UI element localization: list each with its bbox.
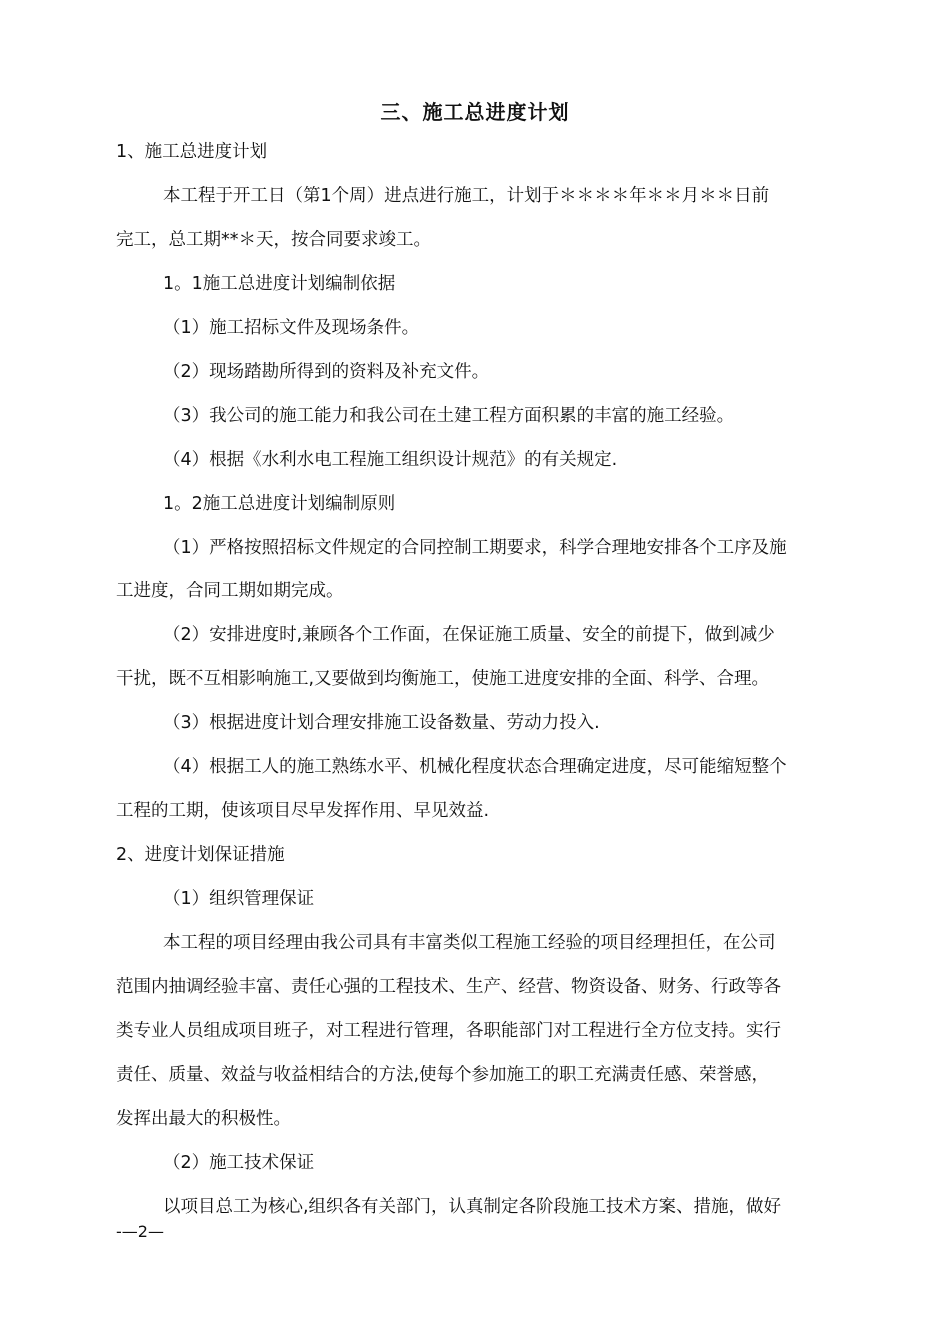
paragraph-line: 以项目总工为核心,组织各有关部门，认真制定各阶段施工技术方案、措施，做好 — [163, 1197, 782, 1217]
paragraph-line: 类专业人员组成项目班子，对工程进行管理，各职能部门对工程进行全方位支持。实行 — [116, 1021, 781, 1041]
list-item: （1）施工招标文件及现场条件。 — [163, 318, 420, 338]
list-item: （4）根据工人的施工熟练水平、机械化程度状态合理确定进度，尽可能缩短整个 — [163, 757, 787, 777]
paragraph-line: 本工程的项目经理由我公司具有丰富类似工程施工经验的项目经理担任，在公司 — [163, 933, 776, 953]
subsection-heading-1-1: 1。1施工总进度计划编制依据 — [163, 274, 396, 294]
paragraph-line: 工进度，合同工期如期完成。 — [116, 581, 344, 601]
page-title: 三、施工总进度计划 — [380, 100, 570, 124]
subsection-heading-1-2: 1。2施工总进度计划编制原则 — [163, 494, 396, 514]
list-item: （3）根据进度计划合理安排施工设备数量、劳动力投入. — [163, 713, 600, 733]
list-item: （4）根据《水利水电工程施工组织设计规范》的有关规定. — [163, 450, 618, 470]
list-item: （2）施工技术保证 — [163, 1153, 315, 1173]
paragraph-line: 本工程于开工日（第1个周）进点进行施工，计划于＊＊＊＊年＊＊月＊＊日前 — [163, 186, 770, 206]
page-number: -—2— — [116, 1222, 164, 1241]
paragraph-line: 工程的工期，使该项目尽早发挥作用、早见效益. — [116, 801, 490, 821]
paragraph-line: 责任、质量、效益与收益相结合的方法,使每个参加施工的职工充满责任感、荣誉感， — [116, 1065, 770, 1085]
list-item: （2）现场踏勘所得到的资料及补充文件。 — [163, 362, 490, 382]
paragraph-line: 发挥出最大的积极性。 — [116, 1109, 291, 1129]
list-item: （1）严格按照招标文件规定的合同控制工期要求，科学合理地安排各个工序及施 — [163, 538, 787, 558]
list-item: （3）我公司的施工能力和我公司在土建工程方面积累的丰富的施工经验。 — [163, 406, 735, 426]
list-item: （2）安排进度时,兼顾各个工作面，在保证施工质量、安全的前提下，做到减少 — [163, 625, 775, 645]
section-heading-1: 1、施工总进度计划 — [116, 142, 268, 162]
list-item: （1）组织管理保证 — [163, 889, 315, 909]
paragraph-line: 干扰，既不互相影响施工,又要做到均衡施工，使施工进度安排的全面、科学、合理。 — [116, 669, 770, 689]
paragraph-line: 范围内抽调经验丰富、责任心强的工程技术、生产、经营、物资设备、财务、行政等各 — [116, 977, 781, 997]
paragraph-line: 完工，总工期**＊天，按合同要求竣工。 — [116, 230, 431, 250]
section-heading-2: 2、进度计划保证措施 — [116, 845, 285, 865]
